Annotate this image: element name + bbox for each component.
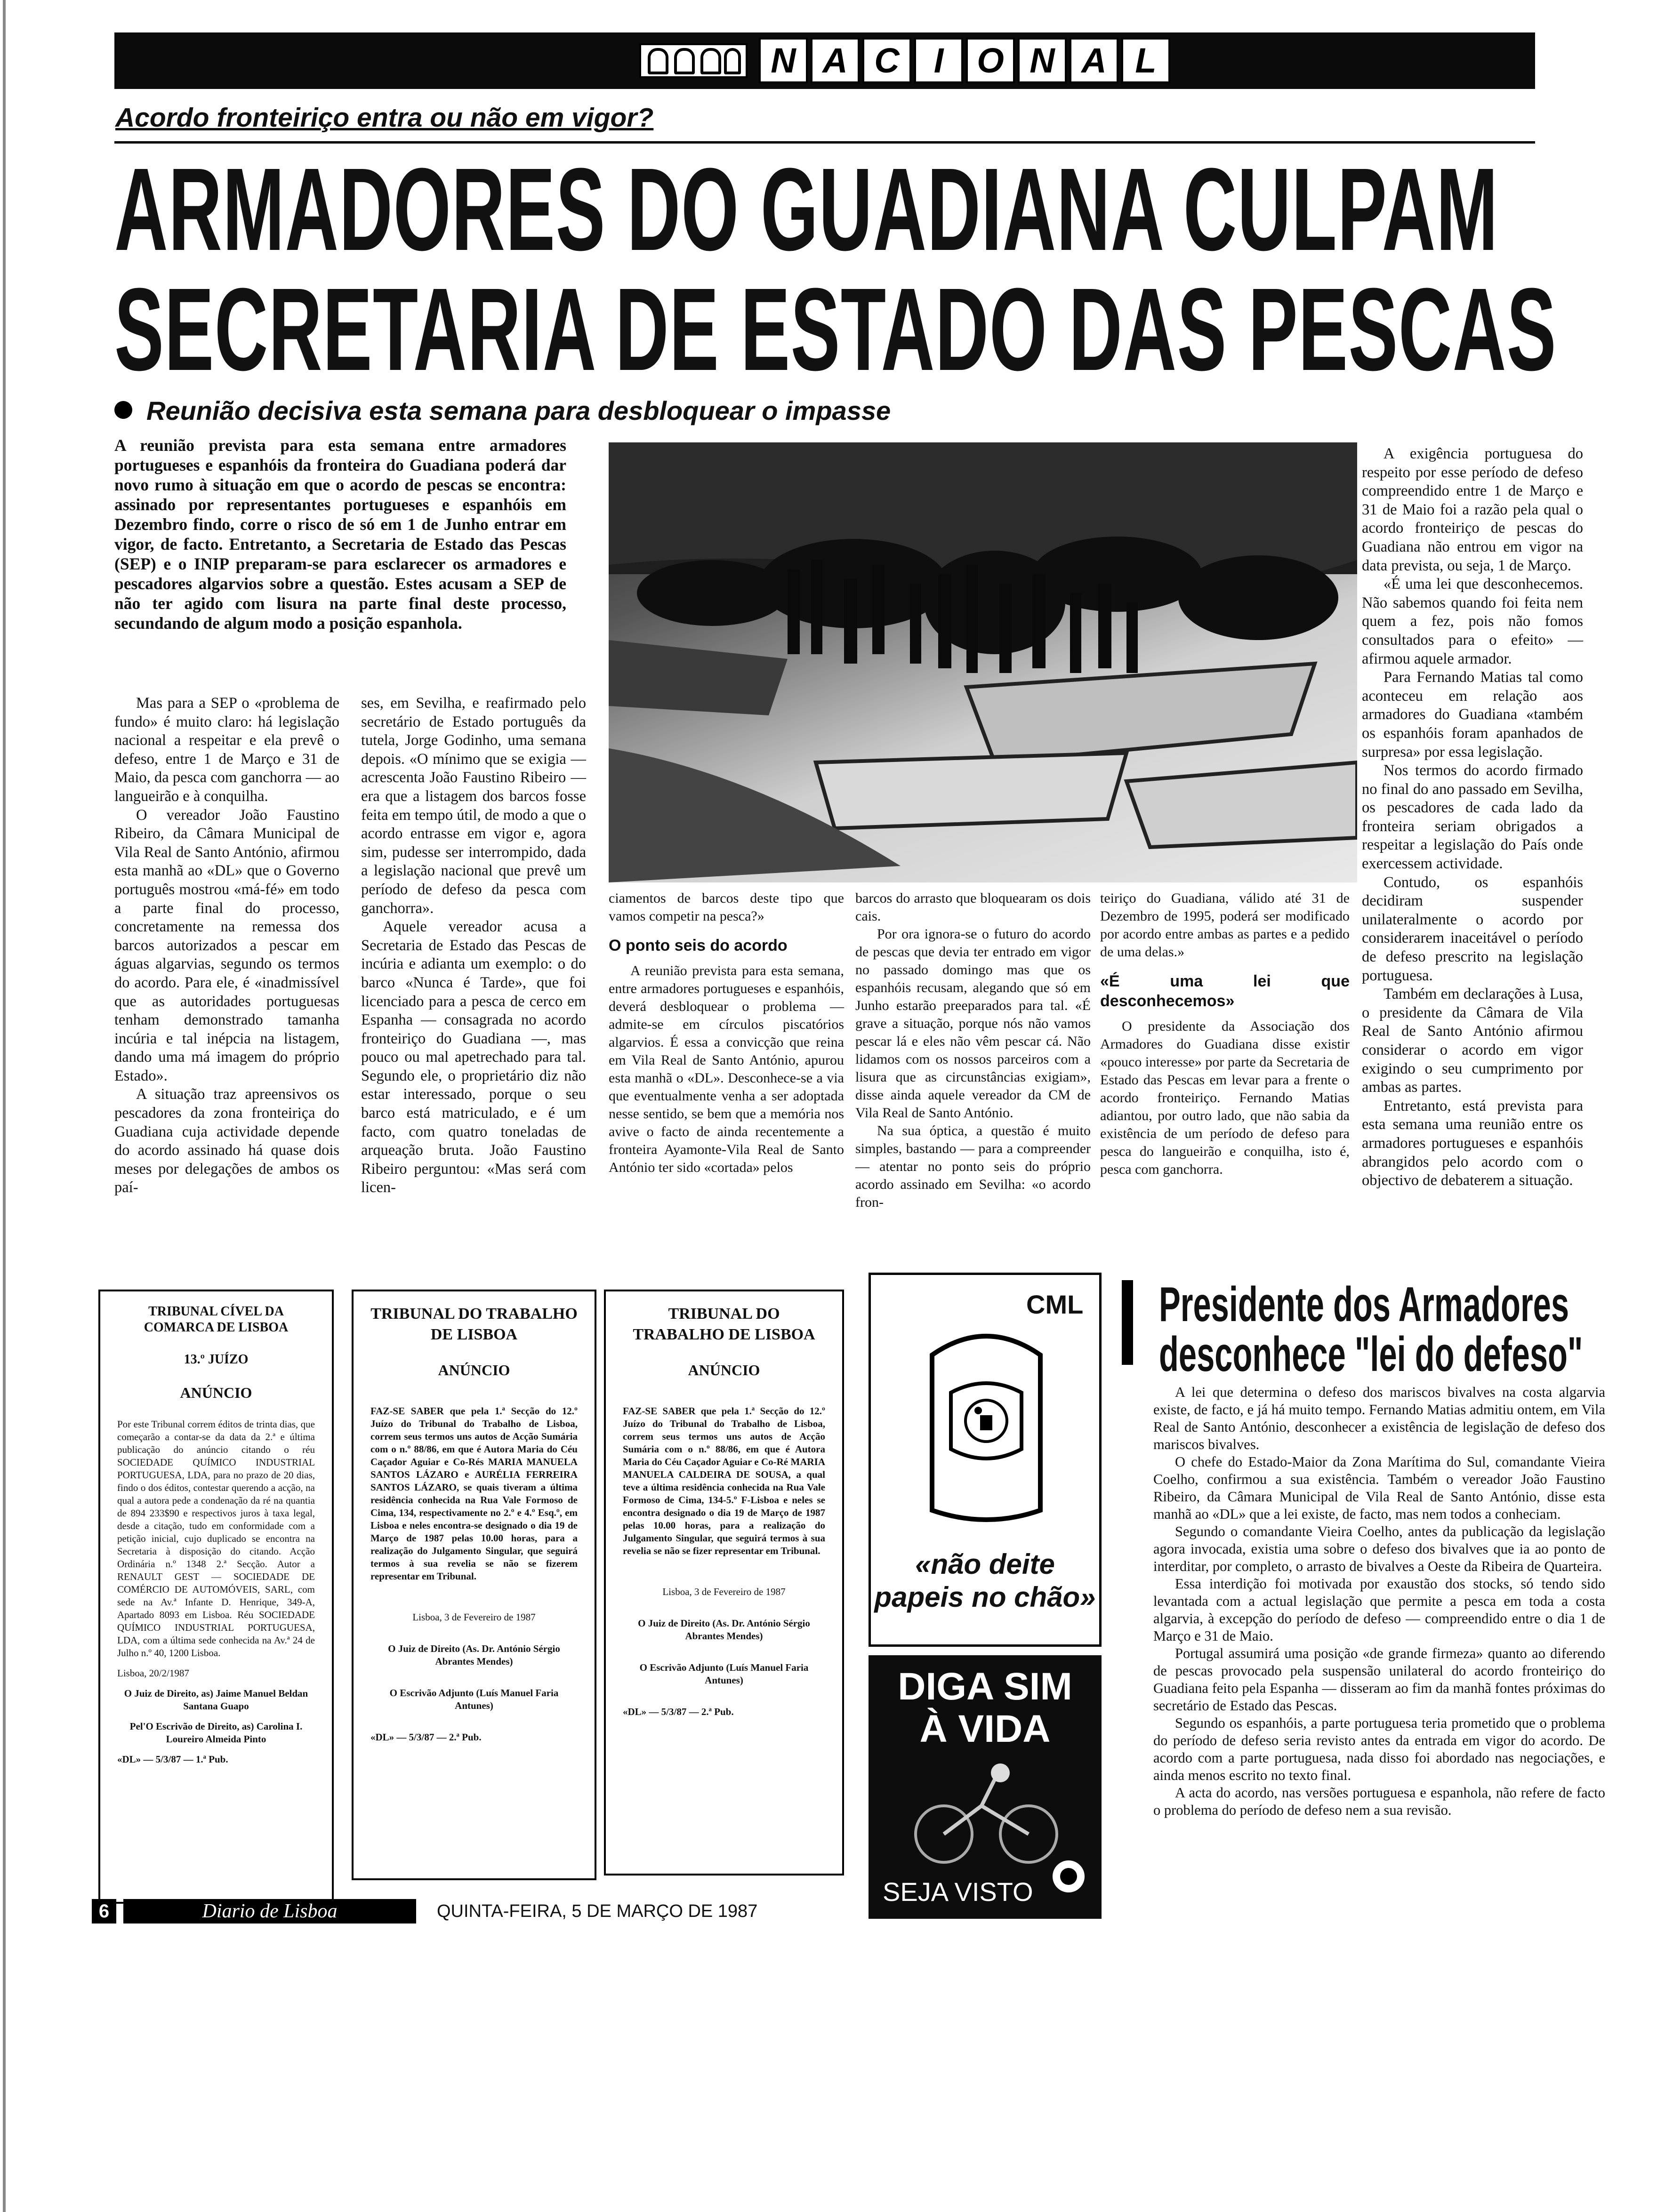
notice-text: FAZ-SE SABER que pela 1.ª Secção do 12.º Juízo do Tribunal do Trabalho de Lisboa, correm seus termos uns autos de Acção Sumária com o n.º 88/86, em que é Autora Maria do Céu Caçador Aguiar e Co-Ré MARIA MANUELA CALDEIRA DE SOUSA, a qual teve a última residência conhecida na Rua Vale Formoso de Cima, 134-5.º F-Lisboa e neles se encontra designado o dia 19 de Março de 1987 pelas 10.00 horas, para a realização do Julgamento Singular, que seguirá termos à sua revelia se não se fizer representar em Tribunal. <box>623 1405 825 1556</box>
notice-text: Por este Tribunal correm éditos de trinta dias, que começarão a contar-se da data da 2.ª e última publicação do anúncio citando o réu SOCIEDADE QUÍMICO INDUSTRIAL PORTUGUESA, LDA, para no prazo de 20 dias, findo o dos éditos, contestar querendo a acção, na qual a autora pede a condenação da ré na quantia de 894 233$90 e respectivos juros à taxa legal, desde a citação, tudo em conformidade com a petição inicial, cujo duplicado se encontra na Secretaria à disposição do citando. Acção Ordinária n.º 1348 2.ª Secção. Autor a RENAULT GEST — SOCIEDADE DE COMÉRCIO DE AUTOMÓVEIS, SARL, com sede na Av.ª Infante D. Henrique, 349-A, Apartado 8093 em Lisboa. Réu SOCIEDADE QUÍMICO INDUSTRIAL PORTUGUESA, LDA, com a última sede conhecida na Av.ª 24 de Julho n.º 40, 1200 Lisboa. <box>117 1419 315 1659</box>
notice-title: ANÚNCIO <box>688 1362 760 1378</box>
sidebar-body <box>1153 1384 1605 1819</box>
section-letter: N <box>759 38 808 83</box>
emblem-icon <box>1050 1858 1087 1895</box>
lead-paragraph: A reunião prevista para esta semana entre armadores portugueses e espanhóis da fronteira do Guadiana poderá dar novo rumo à situação em que o acordo de pescas se encontra: assinado por representantes portugueses e espanhóis em Dezembro findo, corre o risco de só em 1 de Junho entrar em vigor, de facto. Entretanto, a Secretaria de Estado das Pescas (SEP) e o INIP preparam-se para esclarecer os armadores e pescadores algarvios sobre a questão. Estes acusam a SEP de não ter agido com lisura na parte final deste processo, secundando de algum modo a posição espanhola. <box>114 436 566 633</box>
notice-signature: O Juiz de Direito (As. Dr. António Sérgio Abrantes Mendes) <box>638 1618 810 1642</box>
paragraph: ses, em Sevilha, e reafirmado pelo secretário de Estado português da tutela, Jorge Godinho, uma semana depois. «O mínimo que se exigia — acrescenta João Faustino Ribeiro — era que a listagem dos barcos fosse feita em tempo útil, de modo a que o acordo entrasse em vigor e, agora sim, pudesse ser interrompido, dada a legislação nacional que prevê um período de defeso da pesca com ganchorra». <box>361 695 586 917</box>
notice-signature: O Escrivão Adjunto (Luís Manuel Faria Antunes) <box>639 1662 809 1686</box>
notice-court: TRIBUNAL DO TRABALHO DE LISBOA <box>370 1305 578 1343</box>
paragraph: Para Fernando Matias tal como aconteceu em relação aos armadores do Guadiana «também os espanhóis foram apanhados de surpresa» por essa legislação. <box>1362 669 1583 761</box>
article-column-2 <box>361 694 586 1197</box>
sidebar-title-line-2: desconhece "lei do defeso" <box>1159 1327 1583 1382</box>
paragraph: barcos do arrasto que bloquearam os dois cais. <box>855 890 1091 924</box>
paragraph: A situação traz apreensivos os pescadores da zona fronteiriça do Guadiana cuja actividade depende do acordo assinado há quase dois meses por delegações de ambos os paí- <box>114 1086 339 1196</box>
section-letter: N <box>1018 38 1067 83</box>
sidebar-title-line-1: Presidente dos Armadores <box>1159 1277 1569 1332</box>
ad-headline-2: À VIDA <box>919 1707 1051 1750</box>
headline-line-2: SECRETARIA DE ESTADO DAS PESCAS <box>114 264 1557 395</box>
diga-sim-advertisement <box>869 1655 1102 1919</box>
kicker: Acordo fronteiriço entra ou não em vigor? <box>115 103 654 133</box>
article-column-1 <box>114 694 339 1197</box>
paragraph: Essa interdição foi motivada por exaustão dos stocks, só tendo sido levantada com a actual legislação que permite a pesca em toda a costa algarvia, à excepção do período de defeso — compreendido entre o dia 1 de Março e 31 de Maio. <box>1153 1576 1605 1644</box>
cml-slogan-line-1: «não deite <box>915 1548 1055 1580</box>
section-letter: I <box>914 38 963 83</box>
notice-division: 13.º JUÍZO <box>184 1352 249 1367</box>
legal-notice-2 <box>352 1290 596 1880</box>
section-subtitle: O ponto seis do acordo <box>609 937 788 954</box>
section-letter: A <box>1070 38 1118 83</box>
notice-reference: «DL» — 5/3/87 — 1.ª Pub. <box>117 1754 228 1765</box>
notice-title: ANÚNCIO <box>438 1362 510 1378</box>
paragraph: Por ora ignora-se o futuro do acordo de pescas que devia ter entrado em vigor no passado domingo mas que os espanhóis recusam, alegando que só em Junho estarão preeparados para tal. «É grave a situação, porque nós não vamos pescar lá e eles não vêm pescar cá. Não lidamos com os nossos parceiros com a lisura que as circunstâncias exigiam», disse ainda aquele vereador da CM de Vila Real de Santo António. <box>855 926 1091 1121</box>
cml-slogan-line-2: papeis no chão» <box>874 1581 1096 1613</box>
scan-edge <box>3 0 6 2212</box>
section-letter: O <box>966 38 1015 83</box>
notice-date: Lisboa, 3 de Fevereiro de 1987 <box>412 1611 536 1623</box>
photo-drawing <box>609 442 1357 882</box>
publication-date: QUINTA-FEIRA, 5 DE MARÇO DE 1987 <box>437 1901 758 1921</box>
section-letter: A <box>811 38 860 83</box>
section-letter: C <box>862 38 911 83</box>
legal-notice-3 <box>604 1290 844 1875</box>
paragraph: Nos termos do acordo firmado no final do ano passado em Sevilha, os pescadores de cada lado da fronteira seriam obrigados a respeitar a legislação do País onde exercessem actividade. <box>1362 762 1583 873</box>
article-column-6 <box>1362 445 1583 1190</box>
notice-court: TRIBUNAL DO TRABALHO DE LISBOA <box>633 1305 815 1343</box>
notice-text: FAZ-SE SABER que pela 1.ª Secção do 12.º Juízo do Tribunal do Trabalho de Lisboa, correm seus termos uns autos de Acção Sumária com o n.º 88/86, em que é Autora Maria do Céu Caçador Aguiar e Co-Rés MARIA MANUELA SANTOS LÁZARO e AURÉLIA FERREIRA SANTOS LÁZARO, se quais tiveram a última residência conhecida na Rua Vale Formoso de Cima, 134, respectivamente no 2.º e 4.º Esq.º, em Lisboa e neles encontra-se designado o dia 19 de Março de 1987 pelas 10.00 horas, para a realização do Julgamento Singular, que seguirá termos à sua revelia se não se fizerem representar em Tribunal. <box>370 1405 578 1582</box>
paragraph: ciamentos de barcos deste tipo que vamos competir na pesca?» <box>609 890 844 924</box>
article-column-5 <box>1100 890 1350 1178</box>
cml-advertisement <box>869 1273 1102 1647</box>
notice-court: TRIBUNAL CÍVEL DA COMARCA DE LISBOA <box>144 1304 289 1335</box>
paragraph: «É uma lei que desconhecemos. Não sabemos quando foi feita nem quem a fez, pois não fomos consultados para o efeito» — afirmou aquele armador. <box>1362 576 1583 667</box>
sidebar-accent-bar <box>1122 1280 1133 1365</box>
section-name <box>759 38 1173 83</box>
legal-notice-1 <box>98 1290 334 1904</box>
cml-label: CML <box>1026 1290 1084 1319</box>
beach-boats-photo <box>609 442 1357 882</box>
paragraph: O chefe do Estado-Maior da Zona Marítima do Sul, comandante Vieira Coelho, confirmou a sua existência. Também o vereador João Faustino Ribeiro, da Câmara Municipal de Vila Real de Santo António, disse esta manhã ao «DL» que a lei existe, de facto, mas nem todos a conheciam. <box>1153 1454 1605 1522</box>
paragraph: Portugal assumirá uma posição «de grande firmeza» quanto ao diferendo de pescas provocado pela suspensão unilateral do acordo fronteiriço do Guadiana feito pela Espanha — disseram ao fim da manhã fontes próximas do secretário de Estado das Pescas. <box>1153 1645 1605 1714</box>
newspaper-logo-icon <box>639 43 748 78</box>
paragraph: Contudo, os espanhóis decidiram suspender unilateralmente o acordo por considerarem inaceitável o período de defeso prescrito na legislação portuguesa. <box>1362 874 1583 984</box>
notice-signature: O Juiz de Direito, as) Jaime Manuel Beldan Santana Guapo <box>124 1688 308 1712</box>
section-subtitle: «É uma lei que desconhecemos» <box>1100 972 1350 1010</box>
notice-title: ANÚNCIO <box>180 1384 252 1401</box>
paragraph: A exigência portuguesa do respeito por esse período de defeso compreendido entre 1 de Março e 31 de Maio foi a razão pela qual o acordo fronteiriço de pescas do Guadiana não entrou em vigor na data prevista, ou seja, 1 de Março. <box>1362 445 1583 574</box>
paragraph: O presidente da Associação dos Armadores do Guadiana disse existir «pouco interesse» por parte da Secretaria de Estado das Pescas em levar para a frente o acordo fronteiriço. Fernando Matias adiantou, por outro lado, que não sabia da existência de um período de defeso para pesca do langueirão e conquilha, isto é, pesca com ganchorra. <box>1100 1018 1350 1177</box>
notice-date: Lisboa, 3 de Fevereiro de 1987 <box>662 1586 786 1597</box>
notice-signature: O Escrivão Adjunto (Luís Manuel Faria Antunes) <box>389 1687 559 1711</box>
ad-footer: SEJA VISTO <box>883 1877 1033 1907</box>
paragraph: Segundo o comandante Vieira Coelho, antes da publicação da legislação agora invocada, existia uma sobre o defeso dos bivalves que ia ao ponto de interditar, por completo, o arrasto de bivalves a Oeste da Ribeira de Quarteira. <box>1153 1523 1605 1574</box>
trash-bin-icon <box>913 1327 1059 1524</box>
paragraph: Na sua óptica, a questão é muito simples, bastando — para a compreender — atentar no ponto seis do próprio acordo assinado em Sevilha: «o acordo fron- <box>855 1123 1091 1210</box>
article-column-3 <box>609 890 844 1177</box>
notice-signature: Pel'O Escrivão de Direito, as) Carolina I. Loureiro Almeida Pinto <box>129 1721 303 1745</box>
notice-reference: «DL» — 5/3/87 — 2.ª Pub. <box>370 1731 482 1743</box>
subheadline-text: Reunião decisiva esta semana para desbloquear o impasse <box>146 396 891 425</box>
bullet-icon <box>114 401 132 419</box>
headline-line-1: ARMADORES DO GUADIANA CULPAM <box>114 144 1499 275</box>
paragraph: A acta do acordo, nas versões portuguesa e espanhola, não refere de facto o problema do período de defeso nem a sua revisão. <box>1153 1785 1605 1818</box>
paragraph: Entretanto, está prevista para esta semana uma reunião entre os armadores portugueses e espanhóis abrangidos pelo acordo com o objectivo de debaterem a situação. <box>1362 1097 1583 1189</box>
paragraph: Segundo os espanhóis, a parte portuguesa teria prometido que o problema do período de defeso seria revisto antes da entrada em vigor do acordo. De acordo com a parte portuguesa, nada disso foi abordado nas negociações, e ainda menos escrito no texto final. <box>1153 1715 1605 1783</box>
ad-headline-1: DIGA SIM <box>898 1665 1072 1708</box>
section-letter: L <box>1121 38 1170 83</box>
article-column-4 <box>855 890 1091 1211</box>
paragraph: O vereador João Faustino Ribeiro, da Câmara Municipal de Vila Real de Santo António, afirmou esta manhã ao «DL» que o Governo português mostrou «má-fé» em todo a parte final do processo, concretamente na remessa dos barcos autorizados a pescar em águas algarvias, segundo os termos do acordo. Para ele, é «inadmissível que as autoridades portuguesas tenham demonstrado tamanha incúria e tal inépcia na listagem, dando uma má imagem do próprio Estado». <box>114 806 339 1084</box>
paragraph: Também em declarações à Lusa, o presidente da Câmara de Vila Real de Santo António afirmou considerar o acordo em vigor exigindo o seu cumprimento por ambas as partes. <box>1362 986 1583 1096</box>
paragraph: teiriço do Guadiana, válido até 31 de Dezembro de 1995, poderá ser modificado por acordo entre ambas as partes e a pedido de uma delas.» <box>1100 890 1350 960</box>
newspaper-name: Diario de Lisboa <box>123 1899 416 1923</box>
page-number: 6 <box>92 1899 116 1923</box>
paragraph: Mas para a SEP o «problema de fundo» é muito claro: há legislação nacional a respeitar e ela prevê o defeso, entre 1 de Março e 31 de Maio, da pesca com ganchorra — ao langueirão e à conquilha. <box>114 695 339 805</box>
sidebar-title <box>1159 1277 1583 1382</box>
notice-signature: O Juiz de Direito (As. Dr. António Sérgio Abrantes Mendes) <box>388 1643 560 1667</box>
notice-reference: «DL» — 5/3/87 — 2.ª Pub. <box>623 1706 734 1717</box>
cyclist-icon <box>887 1759 1085 1872</box>
subheadline <box>114 395 891 426</box>
paragraph: Aquele vereador acusa a Secretaria de Estado das Pescas de incúria e adianta um exemplo: o do barco «Nunca é Tarde», que foi licenciado para a pesca de cerco em Espanha — consagrada no acordo fronteiriço do Guadiana —, mas pouco ou mal apetrechado para tal. Segundo ele, o proprietário diz não estar interessado, porque o seu barco está matriculado, e é um facto, com quatro toneladas de arqueação bruta. João Faustino Ribeiro perguntou: «Mas será com licen- <box>361 918 586 1196</box>
paragraph: A lei que determina o defeso dos mariscos bivalves na costa algarvia existe, de facto, e já há muito tempo. Fernando Matias admitiu ontem, em Vila Real de Santo António, desconhecer a existência de legislação de defeso dos mariscos bivalves. <box>1153 1384 1605 1452</box>
paragraph: A reunião prevista para esta semana, entre armadores portugueses e espanhóis, deverá desbloquear o problema — admite-se em círculos piscatórios algarvios. É essa a convicção que reina em Vila Real de Santo António, apurou esta manhã o «DL». Desconhece-se a via que eventualmente venha a ser adoptada nesse sentido, se bem que a memória nos avive o facto de ainda recentemente a fronteira Ayamonte-Vila Real de Santo António ter sido «cortada» pelos <box>609 963 844 1175</box>
notice-date: Lisboa, 20/2/1987 <box>117 1667 189 1679</box>
